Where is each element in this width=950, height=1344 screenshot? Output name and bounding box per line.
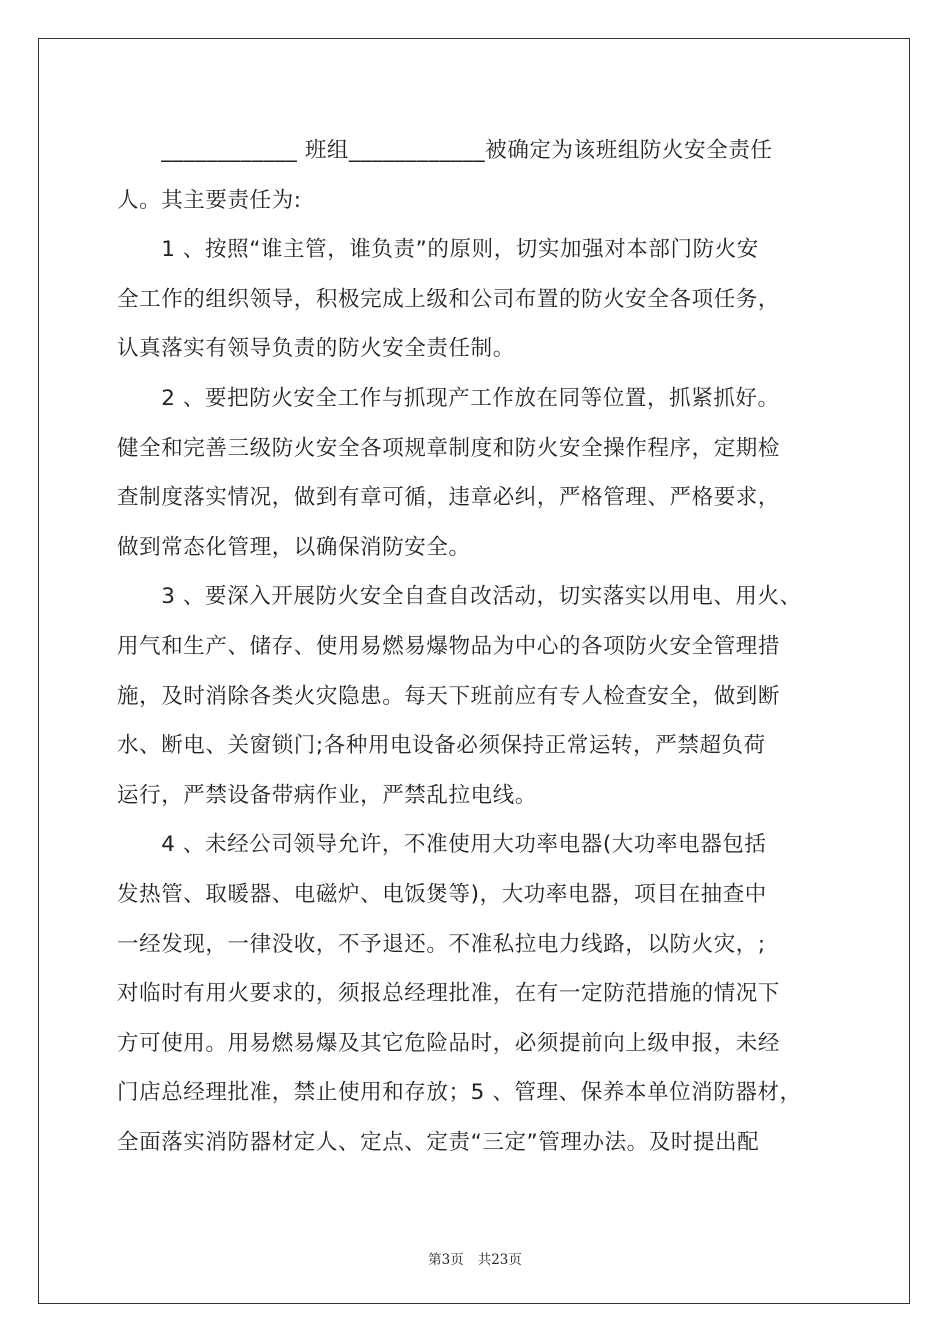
text-line: 查制度落实情况，做到有章可循，违章必纠，严格管理、严格要求， — [117, 485, 781, 511]
text-line: 做到常态化管理，以确保消防安全。 — [117, 534, 471, 560]
text-line: 全工作的组织领导，积极完成上级和公司布置的防火安全各项任务， — [117, 286, 781, 312]
text-line: 4 、未经公司领导允许，不准使用大功率电器(大功率电器包括 — [117, 832, 767, 858]
text-line: 方可使用。用易燃易爆及其它危险品时，必须提前向上级申报，未经 — [117, 1030, 781, 1056]
text-line: 用气和生产、储存、使用易燃易爆物品为中心的各项防火安全管理措 — [117, 633, 781, 659]
text-line: 健全和完善三级防火安全各项规章制度和防火安全操作程序，定期检 — [117, 435, 781, 461]
text-line: 门店总经理批准，禁止使用和存放；5 、管理、保养本单位消防器材， — [117, 1080, 802, 1106]
text-line: 3 、要深入开展防火安全自查自改活动，切实落实以用电、用火、 — [117, 584, 802, 610]
text-line: 2 、要把防火安全工作与抓现产工作放在同等位置，抓紧抓好。 — [117, 385, 780, 411]
text-line: 认真落实有领导负责的防火安全责任制。 — [117, 336, 515, 362]
page-number: 第3页 — [428, 1252, 464, 1268]
total-pages: 共23页 — [477, 1252, 522, 1268]
text-line: 对临时有用火要求的，须报总经理批准，在有一定防范措施的情况下 — [117, 981, 781, 1007]
text-line: 人。其主要责任为: — [117, 187, 302, 213]
page-footer — [0, 1248, 950, 1268]
text-line: 全面落实消防器材定人、定点、定责“三定”管理办法。及时提出配 — [117, 1129, 760, 1155]
text-line: 发热管、取暖器、电磁炉、电饭煲等)，大功率电器，项目在抽查中 — [117, 881, 767, 907]
text-line: 水、断电、关窗锁门;各种用电设备必须保持正常运转，严禁超负荷 — [117, 733, 766, 759]
text-line: ____________ 班组____________被确定为该班组防火安全责任 — [117, 138, 773, 163]
document-body — [117, 132, 833, 1173]
text-line: 一经发现，一律没收，不予退还。不准私拉电力线路，以防火灾，; — [117, 931, 766, 957]
text-line: 运行，严禁设备带病作业，严禁乱拉电线。 — [117, 782, 537, 808]
text-line: 1 、按照“谁主管，谁负责”的原则，切实加强对本部门防火安 — [117, 237, 759, 263]
text-line: 施，及时消除各类火灾隐患。每天下班前应有专人检查安全，做到断 — [117, 683, 781, 709]
